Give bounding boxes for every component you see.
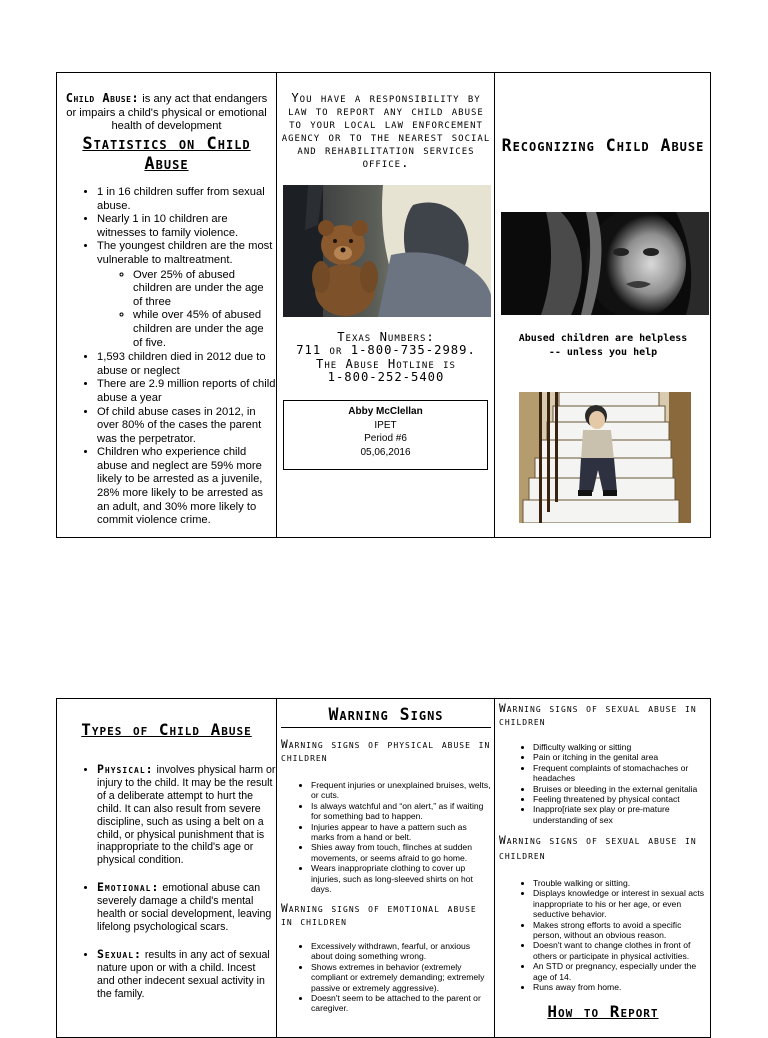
list-item: • Shies away from touch, flinches at sudden movements, or seems afraid to go home.: [311, 842, 491, 863]
sexual-heading: Warning signs of sexual abuse in children: [499, 834, 697, 862]
list-item: • Children who experience child abuse and neglect are 59% more likely to be arrested as a juvenile, 28% more likely to be arrested as an adult, and 30% more likely to commit violence crime.: [97, 446, 276, 528]
sexual-heading: Warning signs of sexual abuse in children: [499, 702, 697, 728]
responsibility-text: You have a responsibility by law to report any child abuse to your local law enforcement agency or to the nearest social and rehabilitation services office.: [281, 91, 491, 170]
brochure-outside: [56, 72, 711, 538]
type-label: Physical:: [97, 762, 154, 776]
list-item: • Of child abuse cases in 2012, in over 80% of the cases the parent was the perpetrator.: [97, 406, 276, 447]
texas-line: 711 or 1-800-735-2989.: [296, 343, 476, 358]
brochure-inside: [56, 698, 711, 1038]
type-text: emotional abuse can severely damage a child's mental health or social development, leaving lifelong psychological scars.: [97, 882, 272, 933]
list-item: • 1,593 children died in 2012 due to abuse or neglect: [97, 351, 276, 378]
author-name: Abby McClellan: [348, 406, 423, 417]
emotional-signs-list: [277, 941, 491, 1014]
list-item: ◦ Over 25% of abused children are under the age of three: [133, 269, 276, 310]
list-item: • Makes strong efforts to avoid a specific person, without an obvious reason.: [533, 920, 709, 941]
cover-panel: [494, 73, 710, 537]
list-item: • Wears inappropriate clothing to cover up injuries, such as long-sleeved shirts on hot days.: [311, 863, 491, 894]
list-item: [97, 881, 276, 934]
author-date: 05,06,2016: [360, 446, 411, 458]
list-item-text: The youngest children are the most vulnerable to maltreatment.: [97, 240, 273, 266]
author-box: [283, 400, 488, 470]
list-item: • Trouble walking or sitting.: [533, 878, 709, 888]
warning-title: Warning Signs: [281, 704, 491, 728]
report-info-panel: [276, 73, 494, 537]
list-item: • Displays knowledge or interest in sexual acts inappropriate to his or her age, or even seductive behavior.: [533, 888, 709, 919]
crying-child-photo: [501, 212, 709, 315]
caption-line: -- unless you help: [548, 347, 658, 358]
list-item: ◦ while over 45% of abused children are under the age of five.: [133, 309, 276, 350]
intro-definition: [65, 92, 268, 134]
list-item: [97, 948, 276, 1001]
list-item: • There are 2.9 million reports of child abuse a year: [97, 378, 276, 405]
list-item: • Is always watchful and “on alert,” as if waiting for something bad to happen.: [311, 801, 491, 822]
author-course: IPET: [374, 419, 397, 431]
age-sublist: [97, 269, 276, 351]
list-item: [97, 763, 276, 867]
physical-signs-list: [277, 780, 491, 894]
intro-text: is any act that endangers or impairs a child's physical or emotional health of development: [66, 93, 268, 133]
type-text: involves physical harm or injury to the child. It may be the result of a deliberate attempt to hurt the child. It can also result from severe discipline, such as using a belt on a child, or physical punishment that is inappropriate to the child's age or physical condition.: [97, 764, 276, 867]
list-item: • Shows extremes in behavior (extremely compliant or extremely demanding; extremely passive or extremely aggressive).: [311, 962, 491, 993]
warning-signs-panel: [276, 699, 494, 1037]
list-item: • Bruises or bleeding in the external genitalia: [533, 784, 709, 794]
cover-caption: [497, 332, 709, 360]
sexual-signs-list: [495, 742, 709, 825]
list-item: • Doesn't seem to be attached to the parent or caregiver.: [311, 993, 491, 1014]
type-label: Sexual:: [97, 946, 142, 961]
hotline-number: 1-800-252-5400: [327, 370, 445, 385]
list-item: • Runs away from home.: [533, 982, 709, 992]
texas-numbers: [281, 331, 491, 385]
types-list: [57, 763, 276, 1001]
child-on-stairs-photo: [519, 392, 691, 523]
intro-term: Child Abuse:: [65, 91, 140, 105]
emotional-heading: Warning signs of emotional abuse in children: [281, 902, 477, 928]
statistics-list: [57, 186, 276, 528]
list-item: • Difficulty walking or sitting: [533, 742, 709, 752]
cover-title: Recognizing Child Abuse: [501, 136, 705, 155]
hotline-line: The Abuse Hotline is: [316, 356, 456, 371]
list-item: • Doesn't want to change clothes in front of others or participate in physical activities.: [533, 940, 709, 961]
types-title: Types of Child Abuse: [81, 720, 252, 739]
caption-line: Abused children are helpless: [518, 333, 688, 344]
statistics-title: Statistics on Child Abuse: [82, 134, 251, 174]
sexual-signs-panel: [494, 699, 710, 1037]
physical-heading: Warning signs of physical abuse in children: [281, 738, 491, 764]
list-item: • 1 in 16 children suffer from sexual abuse.: [97, 186, 276, 213]
texas-line: Texas Numbers:: [337, 330, 435, 344]
types-panel: [57, 699, 276, 1037]
teddy-bear-photo: [283, 185, 491, 317]
sexual-signs-list: [495, 878, 709, 992]
list-item: • Frequent complaints of stomachaches or headaches: [533, 763, 709, 784]
list-item: • Feeling threatened by physical contact: [533, 794, 709, 804]
list-item: [97, 240, 276, 350]
author-period: Period #6: [364, 433, 407, 445]
list-item: • Nearly 1 in 10 children are witnesses to family violence.: [97, 213, 276, 240]
statistics-panel: [57, 73, 276, 537]
how-to-report-title: How to Report: [547, 1002, 659, 1021]
list-item: • Inappro[riate sex play or pre-mature understanding of sex: [533, 804, 709, 825]
type-text: results in any act of sexual nature upon or with a child. Incest and other indecent sexual activity in the family.: [97, 948, 270, 1000]
list-item: • Injuries appear to have a pattern such as marks from a hand or belt.: [311, 822, 491, 843]
list-item: • Excessively withdrawn, fearful, or anxious about doing something wrong.: [311, 941, 491, 962]
type-label: Emotional:: [97, 880, 160, 895]
list-item: • An STD or pregnancy, especially under the age of 14.: [533, 961, 709, 982]
list-item: • Frequent injuries or unexplained bruises, welts, or cuts.: [311, 780, 491, 801]
list-item: • Pain or itching in the genital area: [533, 752, 709, 762]
